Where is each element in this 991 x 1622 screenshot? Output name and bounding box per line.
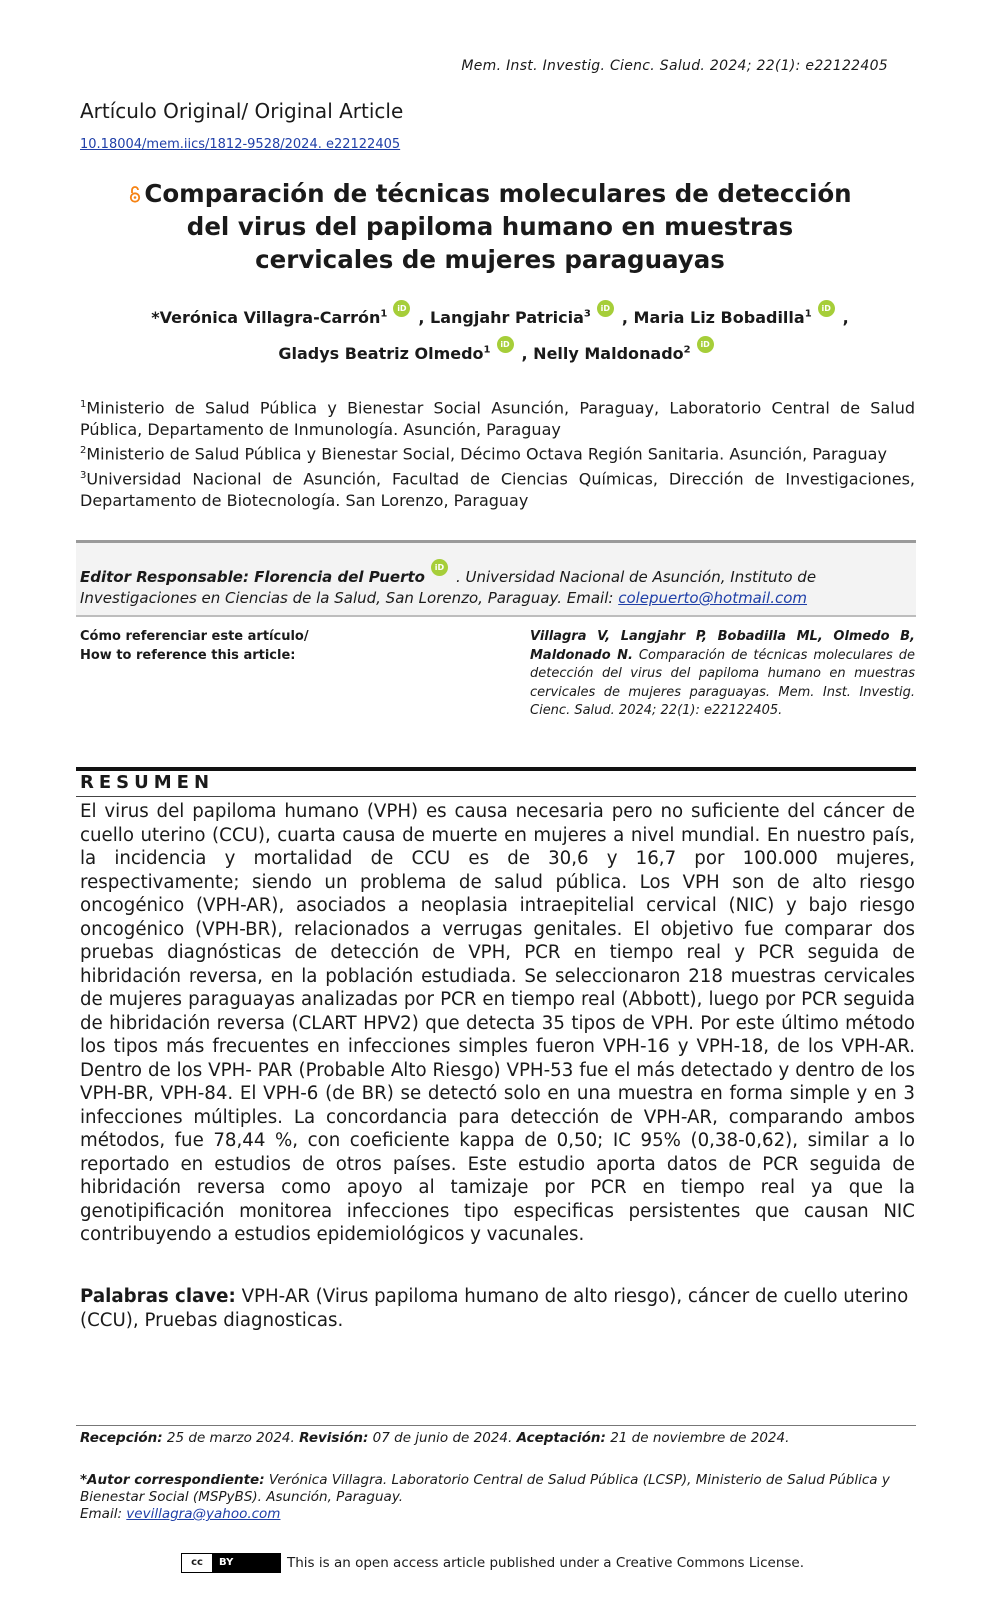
- author-name: Gladys Beatriz Olmedo: [278, 344, 484, 363]
- author-name: Langjahr Patricia: [430, 308, 584, 327]
- article-type: Artículo Original/ Original Article: [80, 99, 404, 123]
- orcid-icon[interactable]: iD: [393, 300, 410, 317]
- resumen-body: El virus del papiloma humano (VPH) es causa necesaria pero no suficiente del cáncer de cuello uterino (CCU), cuarta causa de muerte en mujeres a nivel mundial. En nuestro país, la incidencia y mortalidad de CCU es de 30,6 y 16,7 por 100.000 mujeres, respectivamente; siendo un problema de salud pública. Los VPH son de alto riesgo oncogénico (VPH-AR), asociados a neoplasia intraepitelial cervical (NIC) y bajo riesgo oncogénico (VPH-BR), relacionados a verrugas genitales. El objetivo fue comparar dos pruebas diagnósticas de detección de VPH, PCR en tiempo real y PCR seguida de hibridación reversa, en la población estudiada. Se seleccionaron 218 muestras cervicales de mujeres paraguayas analizadas por PCR en tiempo real (Abbott), luego por PCR seguida de hibridación reversa (CLART HPV2) que detecta 35 tipos de VPH. Por este último método los tipos más frecuentes en infecciones simples fueron VPH-16 y VPH-18, de los VPH-AR. Dentro de los VPH- PAR (Probable Alto Riesgo) VPH-53 fue el más detectado y dentro de los VPH-BR, VPH-84. El VPH-6 (de BR) se detectó solo en una muestra en forma simple y en 3 infecciones múltiples. La concordancia para detección de VPH-AR, comparando ambos métodos, fue 78,44 %, con coeficiente kappa de 0,50; IC 95% (0,38-0,62), similar a lo reportado en estudios de otros países. Este estudio aporta datos de PCR seguida de hibridación reversa como apoyo al tamizaje por PCR en tiempo real ya que la genotipificación monitorea infecciones tipo especificas persistentes que causan NIC contribuyendo a estudios epidemiológicos y vacunales.: [80, 801, 915, 1245]
- affiliation: $^3$Universidad Nacional de Asunción, Facultad de Ciencias Químicas, Dirección de Investigaciones, Departamento de Biotecnología. San Lorenzo, Paraguay: [80, 469, 915, 510]
- orcid-icon[interactable]: iD: [597, 300, 614, 317]
- affiliations: [80, 394, 915, 511]
- title-line-1: Comparación de técnicas moleculares de detección: [144, 179, 852, 208]
- footer-rule: [76, 1425, 916, 1426]
- keywords: Palabras clave: VPH-AR (Virus papiloma humano de alto riesgo), cáncer de cuello uterino (CCU), Pruebas diagnosticas.: [80, 1286, 909, 1331]
- resumen-rule: [76, 796, 916, 797]
- journal-reference: Mem. Inst. Investig. Cienc. Salud. 2024; 22(1): e22122405: [461, 58, 888, 74]
- editor-box: [76, 540, 916, 617]
- resumen-top-rule: [76, 767, 916, 771]
- title-line-2: del virus del papiloma humano en muestras: [186, 212, 794, 241]
- affiliation: $^1$Ministerio de Salud Pública y Bienestar Social Asunción, Paraguay, Laboratorio Central de Salud Pública, Departamento de Inmunología. Asunción, Paraguay: [80, 398, 915, 439]
- license-line: [181, 1553, 804, 1573]
- license-text: This is an open access article published under a Creative Commons License.: [287, 1555, 805, 1571]
- authors-line-1: *Verónica Villagra-Carrón$^1$iD , Langjahr Patricia$^3$iD , Maria Liz Bobadilla$^1$iD ,: [80, 300, 920, 327]
- title-line-3: cervicales de mujeres paraguayas: [255, 245, 725, 274]
- orcid-icon[interactable]: iD: [818, 300, 835, 317]
- orcid-icon[interactable]: iD: [697, 336, 714, 353]
- article-title: [60, 177, 920, 276]
- corresponding-author: *Autor correspondiente: Verónica Villagra. Laboratorio Central de Salud Pública (LCSP), Ministerio de Salud Pública y Bienestar Social (MSPyBS). Asunción, Paraguay. Email: vevillagra@yahoo.com: [80, 1472, 890, 1522]
- cc-by-badge-icon[interactable]: cc BY: [181, 1553, 281, 1573]
- author-name: *Verónica Villagra-Carrón: [151, 308, 381, 327]
- resumen-heading: RESUMEN: [80, 772, 215, 793]
- doi-link[interactable]: 10.18004/mem.iics/1812-9528/2024. e22122405: [80, 137, 401, 152]
- affiliation: $^2$Ministerio de Salud Pública y Bienestar Social, Décimo Octava Región Sanitaria. Asunción, Paraguay: [80, 444, 887, 464]
- editor-text: . Universidad Nacional de Asunción, Instituto de Investigaciones en Ciencias de la Salud, San Lorenzo, Paraguay. Email:: [80, 568, 817, 607]
- corresponding-email-link[interactable]: vevillagra@yahoo.com: [126, 1506, 281, 1522]
- dates-line: Recepción: 25 de marzo 2024. Revisión: 07 de junio de 2024. Aceptación: 21 de noviembre de 2024.: [80, 1430, 790, 1446]
- editor-label: Editor Responsable: Florencia del Puerto: [80, 568, 425, 586]
- orcid-icon[interactable]: iD: [431, 559, 448, 576]
- citation-text: Villagra V, Langjahr P, Bobadilla ML, Olmedo B, Maldonado N. Comparación de técnicas moleculares de detección del virus del papiloma humano en muestras cervicales de mujeres paraguayas. Mem. Inst. Investig. Cienc. Salud. 2024; 22(1): e22122405.: [530, 629, 915, 718]
- citation-label: Cómo referenciar este artículo/ How to reference this article:: [80, 629, 309, 663]
- author-name: Nelly Maldonado: [533, 344, 684, 363]
- editor-email-link[interactable]: colepuerto@hotmail.com: [618, 589, 808, 607]
- orcid-icon[interactable]: iD: [497, 336, 514, 353]
- open-access-icon: [128, 185, 142, 203]
- authors-line-2: Gladys Beatriz Olmedo$^1$iD , Nelly Maldonado$^2$iD: [80, 336, 920, 363]
- author-name: Maria Liz Bobadilla: [633, 308, 805, 327]
